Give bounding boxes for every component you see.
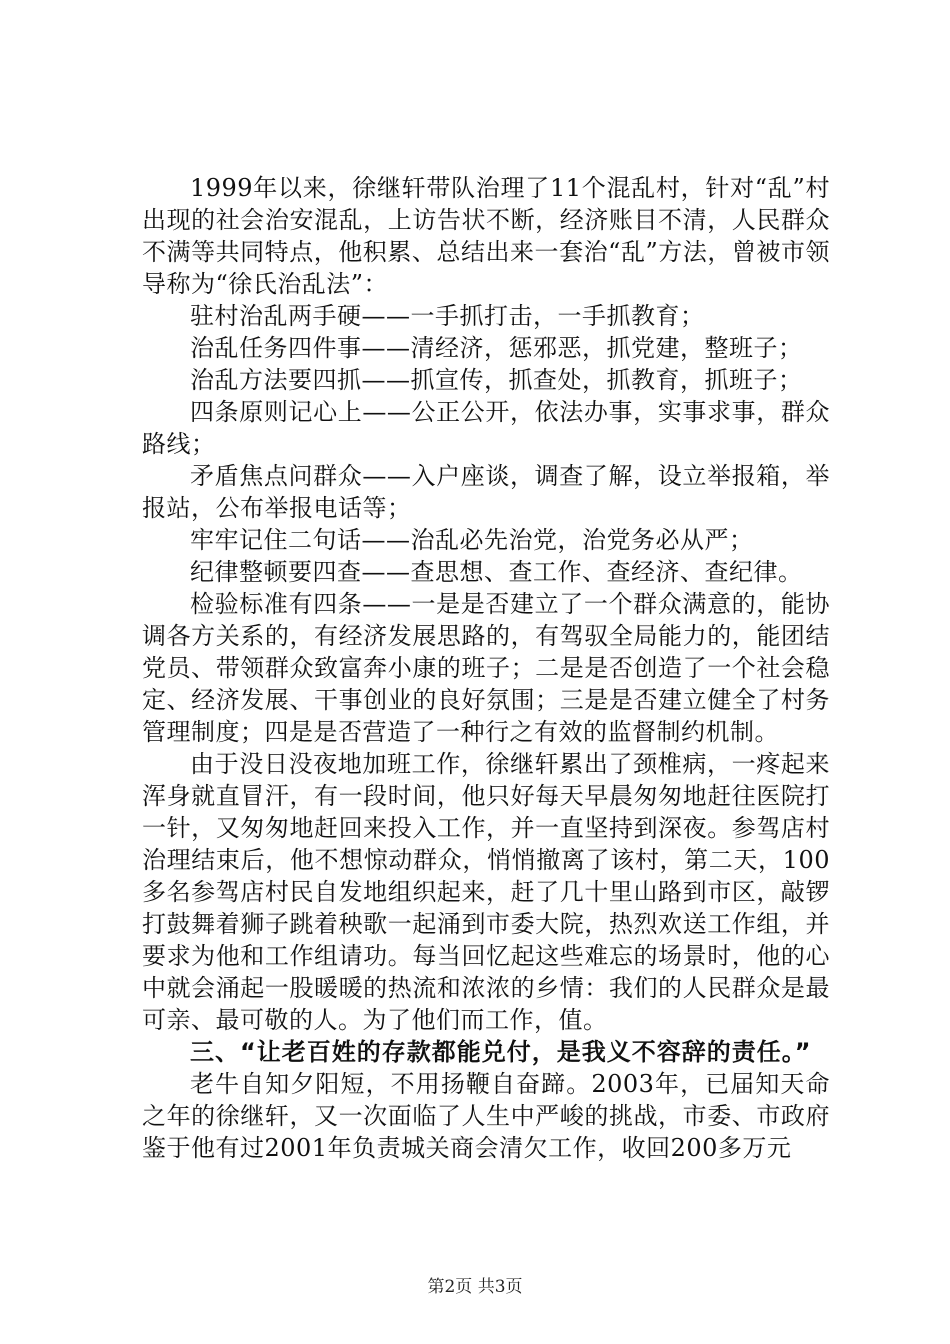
- paragraph-item-5: 矛盾焦点问群众——入户座谈，调查了解，设立举报箱，举报站，公布举报电话等；: [142, 462, 830, 522]
- paragraph-item-4: 四条原则记心上——公正公开，依法办事，实事求事，群众路线；: [142, 398, 830, 458]
- paragraph-item-2: 治乱任务四件事——清经济，惩邪恶，抓党建，整班子；: [190, 334, 803, 362]
- section-heading: 三、“让老百姓的存款都能兑付，是我义不容辞的责任。”: [190, 1038, 812, 1066]
- page-footer: 第2页 共3页: [427, 1277, 523, 1297]
- paragraph-item-3: 治乱方法要四抓——抓宣传，抓查处，抓教育，抓班子；: [190, 366, 803, 394]
- paragraph-item-6: 牢牢记住二句话——治乱必先治党，治党务必从严；: [190, 526, 754, 554]
- document-body: [142, 172, 830, 1164]
- paragraph-item-1: 驻村治乱两手硬——一手抓打击，一手抓教育；: [190, 302, 705, 330]
- paragraph-item-7: 纪律整顿要四查——查思想、查工作、查经济、查纪律。: [190, 558, 803, 586]
- paragraph-story: 由于没日没夜地加班工作，徐继轩累出了颈椎病，一疼起来浑身就直冒汗，有一段时间，他只好每天早晨匆匆地赶往医院打一针，又匆匆地赶回来投入工作，并一直坚持到深夜。参驾店村治理结束后，他不想惊动群众，悄悄撤离了该村，第二天，100多名参驾店村民自发地组织起来，赶了几十里山路到市区，敲锣打鼓舞着狮子跳着秧歌一起涌到市委大院，热烈欢送工作组，并要求为他和工作组请功。每当回忆起这些难忘的场景时，他的心中就会涌起一股暖暖的热流和浓浓的乡情：我们的人民群众是最可亲、最可敬的人。为了他们而工作，值。: [142, 750, 830, 1034]
- paragraph-intro: 1999年以来，徐继轩带队治理了11个混乱村，针对“乱”村出现的社会治安混乱，上访告状不断，经济账目不清，人民群众不满等共同特点，他积累、总结出来一套治“乱”方法，曾被市领导称为“徐氏治乱法”：: [142, 174, 830, 298]
- paragraph-item-8: 检验标准有四条——一是是否建立了一个群众满意的，能协调各方关系的，有经济发展思路的，有驾驭全局能力的，能团结党员、带领群众致富奔小康的班子；二是是否创造了一个社会稳定、经济发展、干事创业的良好氛围；三是是否建立健全了村务管理制度；四是是否营造了一种行之有效的监督制约机制。: [142, 590, 830, 746]
- paragraph-final: 老牛自知夕阳短，不用扬鞭自奋蹄。2003年，已届知天命之年的徐继轩，又一次面临了人生中严峻的挑战，市委、市政府鉴于他有过2001年负责城关商会清欠工作，收回200多万元: [142, 1070, 830, 1162]
